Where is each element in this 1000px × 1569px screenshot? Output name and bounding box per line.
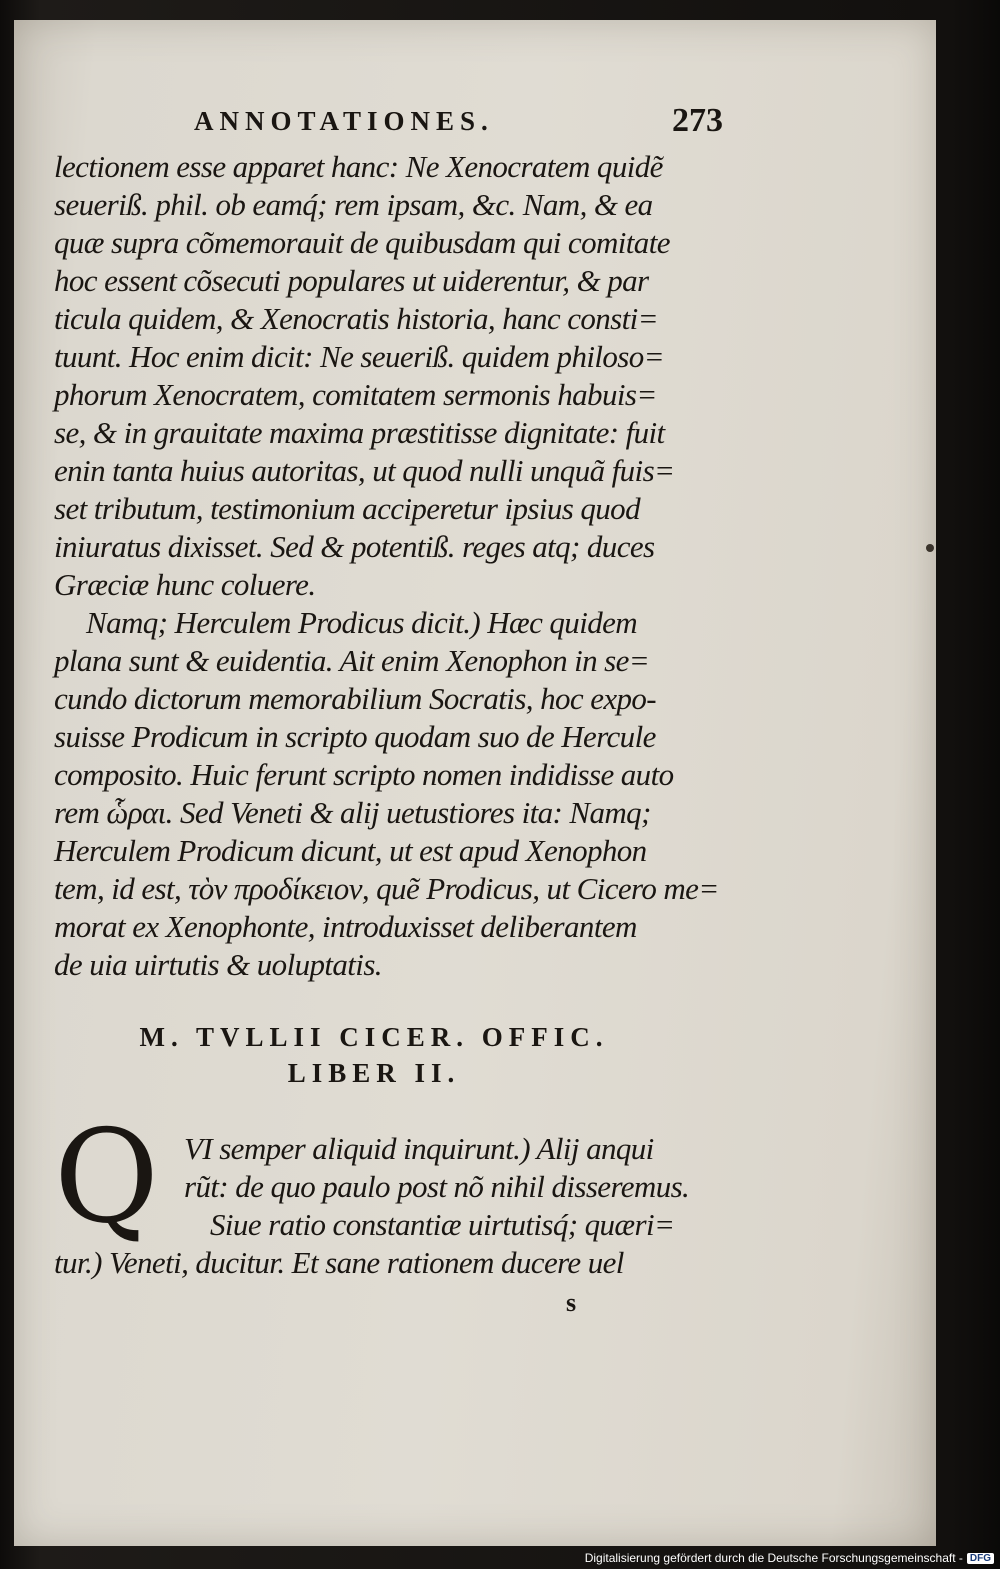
decorated-initial: Q <box>54 1103 159 1252</box>
book-page <box>14 20 936 1546</box>
text-line: ticula quidem, & Xenocratis historia, hanc consti= <box>54 301 658 336</box>
text-line: set tributum, testimonium acciperetur ipsius quod <box>54 491 640 526</box>
text-line: VI semper aliquid inquirunt.) Alij anqui <box>184 1131 654 1166</box>
text-line: Græciæ hunc coluere. <box>54 567 316 602</box>
signature-mark: s <box>566 1288 577 1317</box>
text-line: de uia uirtutis & uoluptatis. <box>54 947 382 982</box>
text-line: rũt: de quo paulo post nõ nihil disseremus. <box>184 1169 690 1204</box>
text-line: composito. Huic ferunt scripto nomen indidisse auto <box>54 757 674 792</box>
dfg-logo: DFG <box>967 1553 994 1564</box>
text-line: Namq; Herculem Prodicus dicit.) Hæc quidem <box>86 605 638 640</box>
text-line: suisse Prodicum in scripto quodam suo de Hercule <box>54 719 656 754</box>
text-line: morat ex Xenophonte, introduxisset deliberantem <box>54 909 637 944</box>
text-line: phorum Xenocratem, comitatem sermonis habuis= <box>54 377 657 412</box>
text-line: tem, id est, τὸν προδίκειον, quẽ Prodicus, ut Cicero me= <box>54 871 719 906</box>
text-line: tuunt. Hoc enim dicit: Ne seueriß. quidem philoso= <box>54 339 664 374</box>
running-title: ANNOTATIONES. <box>194 106 494 136</box>
chapter-title: M. TVLLII CICER. OFFIC. <box>139 1022 609 1052</box>
digitization-credit <box>585 1551 994 1565</box>
text-line: se, & in grauitate maxima præstitisse dignitate: fuit <box>54 415 665 450</box>
page-number: 273 <box>672 102 723 139</box>
text-line: enin tanta huius autoritas, ut quod nulli unquã fuis= <box>54 453 675 488</box>
margin-dot <box>926 544 934 552</box>
text-line: seueriß. phil. ob eamq́; rem ipsam, &c. Nam, & ea <box>54 187 653 222</box>
chapter-subtitle: LIBER II. <box>287 1058 461 1088</box>
text-line: lectionem esse apparet hanc: Ne Xenocratem quidẽ <box>54 149 663 184</box>
text-line: rem ὧραι. Sed Veneti & alij uetustiores ita: Namq; <box>54 795 651 830</box>
running-head <box>194 102 723 142</box>
text-line: Herculem Prodicum dicunt, ut est apud Xenophon <box>54 833 647 868</box>
text-line: Siue ratio constantiæ uirtutisq́; quæri= <box>210 1207 675 1242</box>
credit-text: Digitalisierung gefördert durch die Deutsche Forschungsgemeinschaft - <box>584 1551 963 1565</box>
text-line: quæ supra cõmemorauit de quibusdam qui comitate <box>54 225 670 260</box>
text-line: cundo dictorum memorabilium Socratis, hoc expo- <box>54 681 657 716</box>
text-line: hoc essent cõsecuti populares ut uiderentur, & par <box>54 263 649 298</box>
text-line: plana sunt & euidentia. Ait enim Xenophon in se= <box>54 643 650 678</box>
text-line: iniuratus dixisset. Sed & potentiß. reges atq; duces <box>54 529 655 564</box>
text-line: tur.) Veneti, ducitur. Et sane rationem ducere uel <box>54 1245 624 1280</box>
